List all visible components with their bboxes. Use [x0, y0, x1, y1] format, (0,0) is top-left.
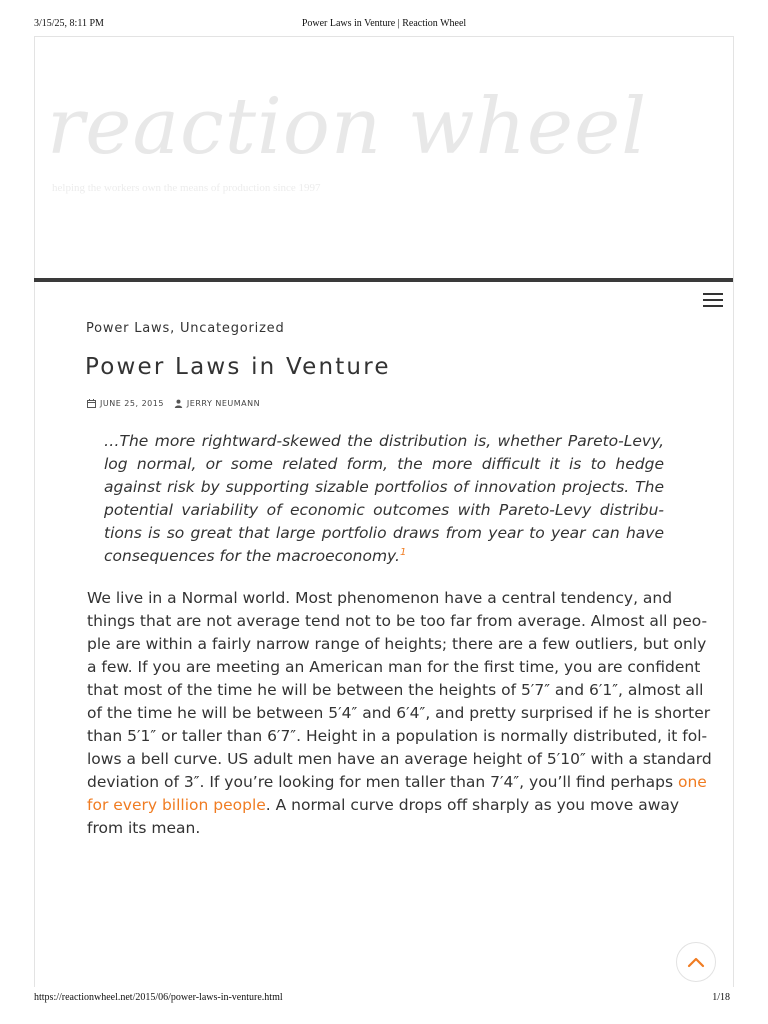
category-separator: ,: [170, 321, 180, 336]
post-author-text: JERRY NEUMANN: [186, 398, 261, 408]
chevron-up-icon: [687, 956, 705, 968]
post-date[interactable]: [87, 399, 164, 408]
post-categories: [86, 321, 285, 336]
billion-people-link[interactable]: one: [677, 773, 707, 791]
quote-line: …The more rightward-skewed the distribution is, whether Pareto-Levy,: [104, 432, 664, 450]
quote-line: tions is so great that large portfolio draws from year to year can have: [104, 524, 664, 542]
print-footer: [34, 992, 734, 1006]
hamburger-menu-icon[interactable]: [703, 293, 723, 309]
quote-line: against risk by supporting sizable portfolios of innovation projects. The: [104, 478, 664, 496]
print-page-number: 1/18: [712, 992, 730, 1003]
body-line: lows a bell curve. US adult men have an average height of 5′10″ with a standard: [87, 750, 712, 768]
body-line: that most of the time he will be between the heights of 5′7″ and 6′1″, almost all: [87, 681, 704, 699]
print-datetime: 3/15/25, 8:11 PM: [34, 18, 104, 29]
nav-bar: [34, 278, 733, 282]
body-line-text: deviation of 3″. If you’re looking for men taller than 7′4″, you’ll find perhaps: [87, 773, 678, 791]
block-quote: [104, 430, 664, 568]
scroll-to-top-button[interactable]: [676, 942, 716, 982]
print-header: [34, 18, 734, 32]
calendar-icon: [87, 399, 96, 408]
body-line-with-link: [87, 771, 707, 794]
body-line: We live in a Normal world. Most phenomenon have a central tendency, and: [87, 589, 673, 607]
article-body: [87, 587, 712, 840]
person-icon: [174, 399, 183, 408]
post-author[interactable]: [174, 399, 260, 408]
footnote-link[interactable]: 1: [399, 547, 407, 558]
quote-line: potential variability of economic outcomes with Pareto-Levy distribu-: [104, 501, 664, 519]
body-line: from its mean.: [87, 819, 201, 837]
body-line: ple are within a fairly narrow range of heights; there are a few outliers, but only: [87, 635, 707, 653]
site-title[interactable]: reaction wheel: [47, 82, 648, 172]
body-line: than 5′1″ or taller than 6′7″. Height in a population is normally distributed, it fol-: [87, 727, 708, 745]
billion-people-link-continued[interactable]: for every billion people: [87, 796, 266, 814]
category-link-power-laws[interactable]: Power Laws: [86, 321, 171, 336]
print-document-title: Power Laws in Venture | Reaction Wheel: [301, 18, 467, 29]
body-line: a few. If you are meeting an American man for the first time, you are confident: [87, 658, 701, 676]
quote-line-text: consequences for the macroeconomy.: [104, 547, 400, 565]
site-tagline: helping the workers own the means of production since 1997: [52, 182, 321, 194]
quote-line: log normal, or some related form, the more difficult it is to hedge: [104, 455, 664, 473]
quote-last-line: [104, 545, 664, 568]
post-meta: [87, 397, 260, 409]
body-line: of the time he will be between 5′4″ and 6′4″, and pretty surprised if he is shorter: [87, 704, 711, 722]
body-line-with-link: [87, 794, 679, 817]
category-link-uncategorized[interactable]: Uncategorized: [179, 321, 285, 336]
post-title: Power Laws in Venture: [85, 354, 391, 380]
body-line-text: . A normal curve drops off sharply as you move away: [265, 796, 680, 814]
body-line: things that are not average tend not to be too far from average. Almost all peo-: [87, 612, 708, 630]
post-date-text: JUNE 25, 2015: [100, 398, 164, 408]
print-url: https://reactionwheel.net/2015/06/power-laws-in-venture.html: [34, 992, 283, 1003]
